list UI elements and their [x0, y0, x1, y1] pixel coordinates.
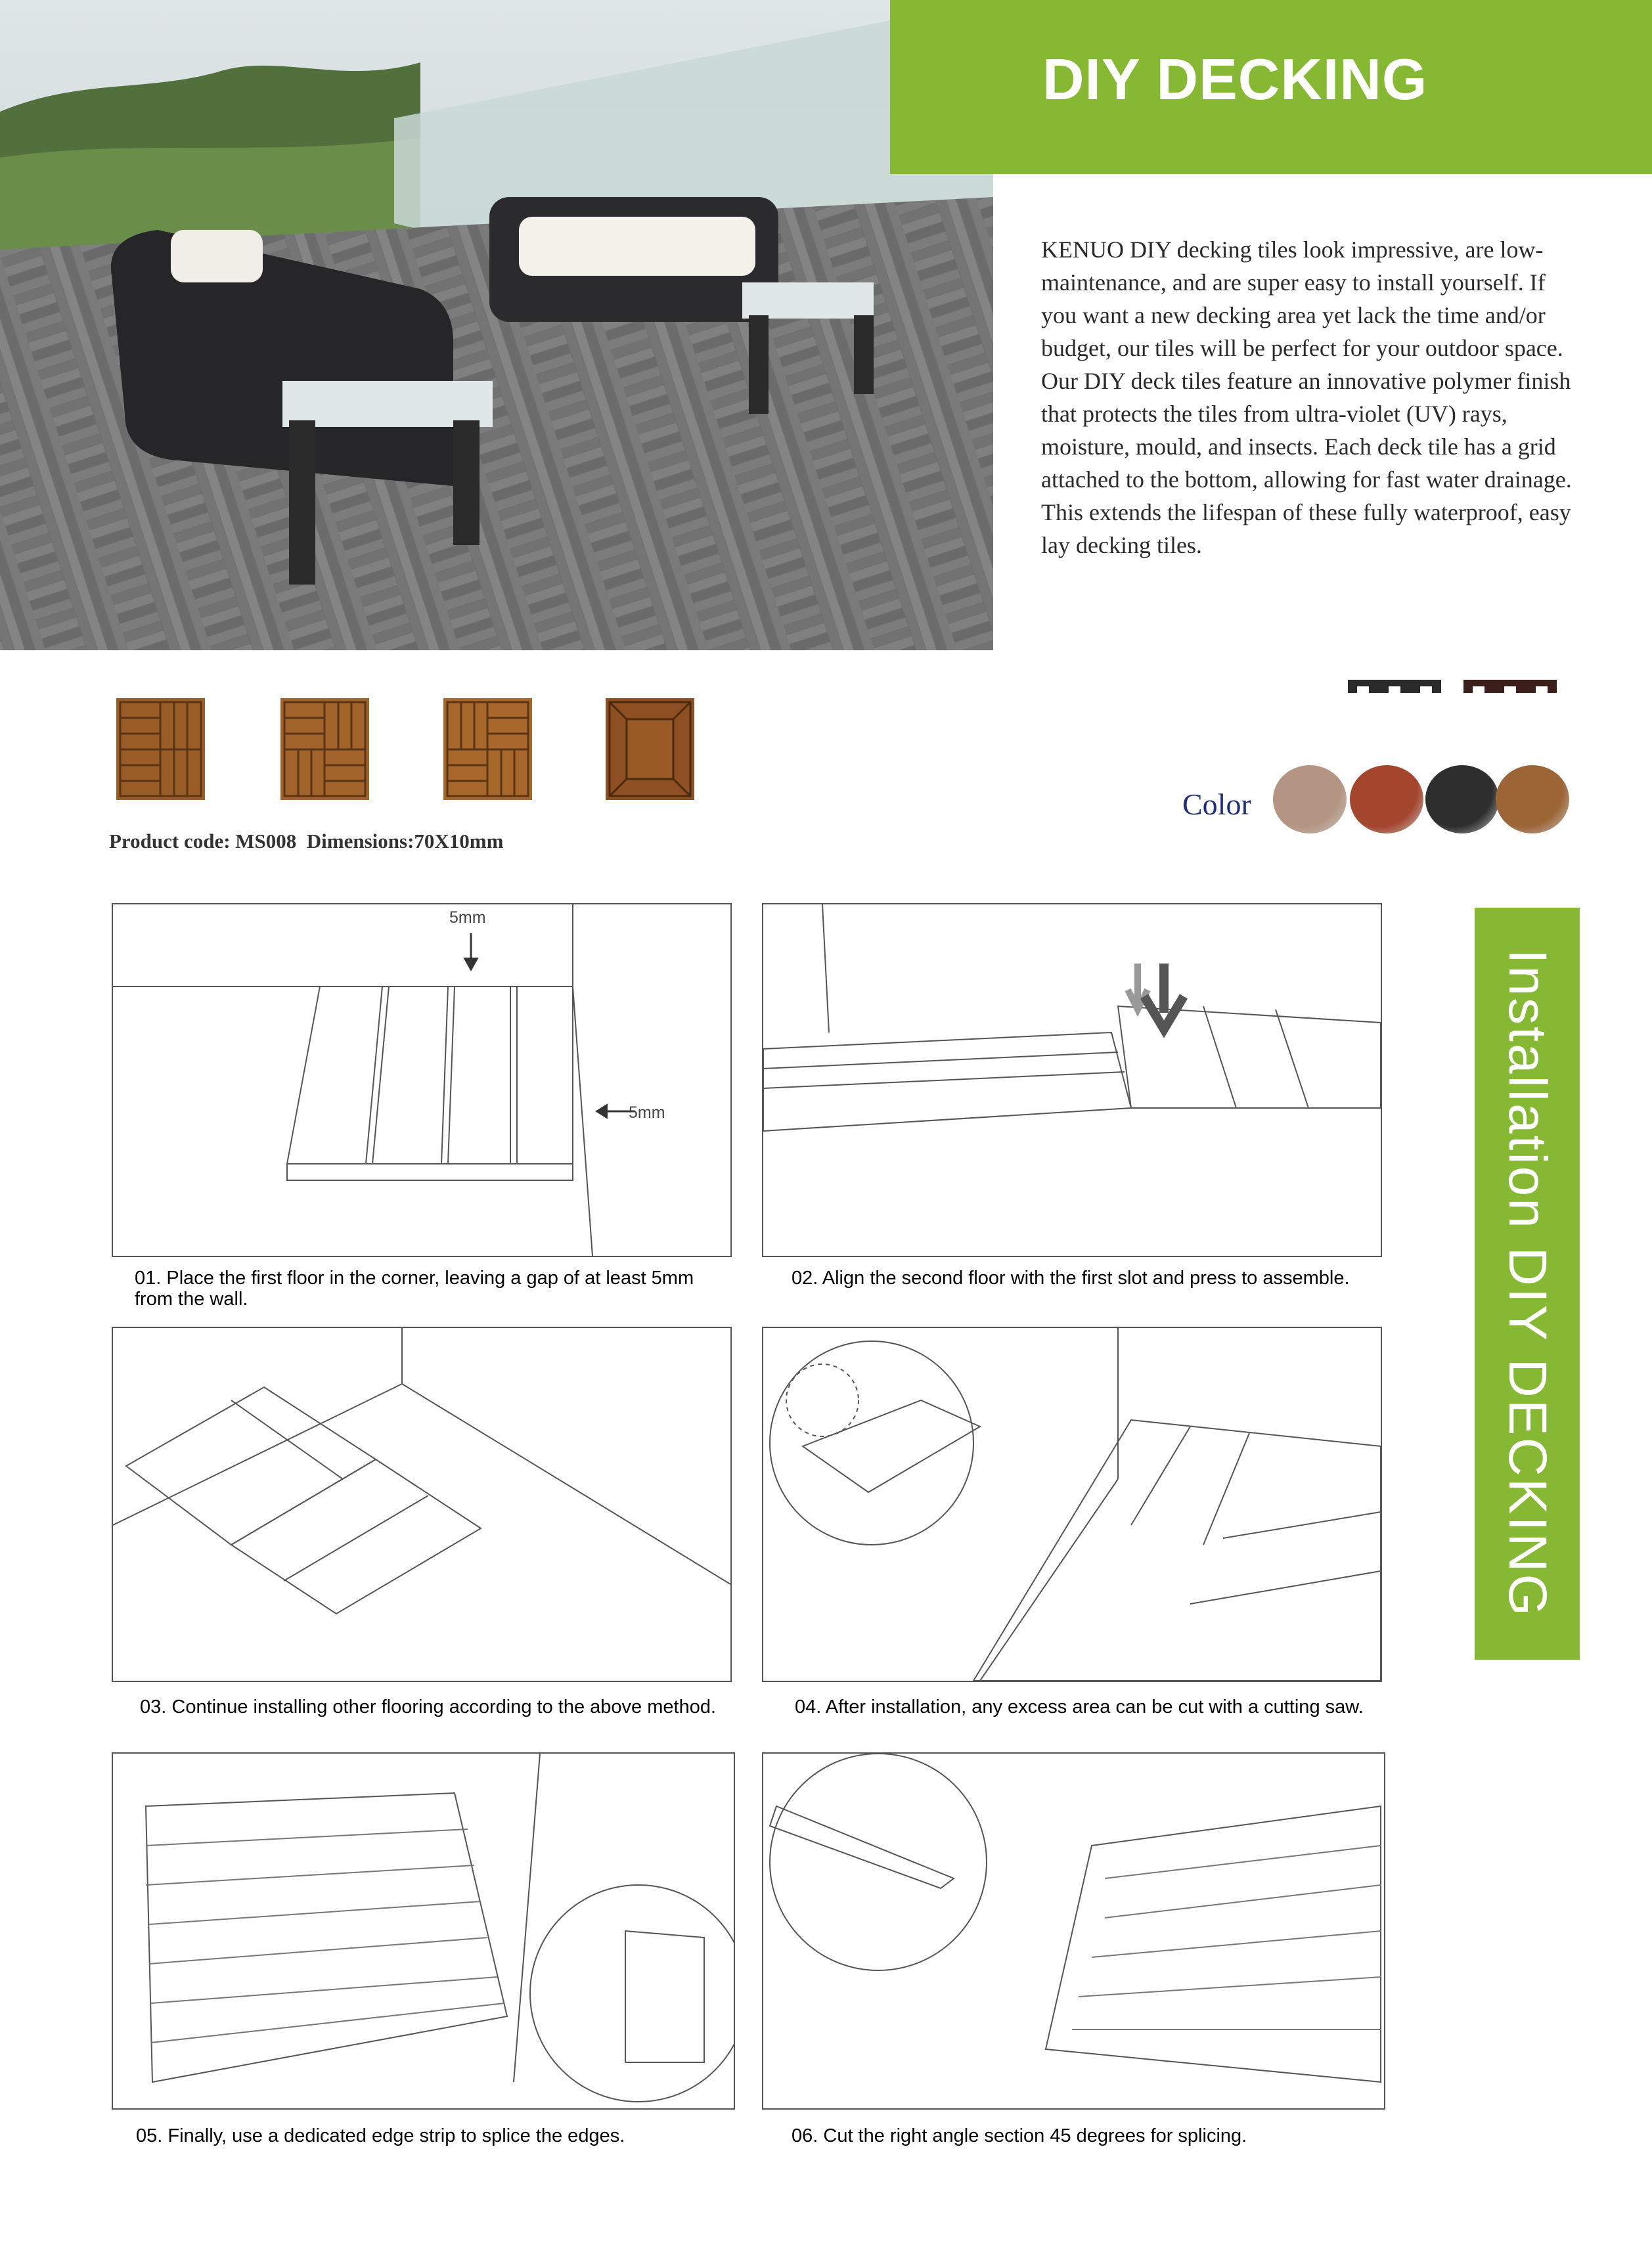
step-caption: 04. After installation, any excess area can be cut with a cutting saw.	[795, 1697, 1364, 1718]
step-illustration	[762, 1327, 1382, 1682]
tile-thumbnail	[606, 698, 694, 800]
tile-thumbnail	[116, 698, 205, 800]
gap-label: 5mm	[629, 1103, 665, 1122]
tile-thumbnail	[443, 698, 532, 800]
step-caption: 05. Finally, use a dedicated edge strip to splice the edges.	[136, 2125, 625, 2146]
intro-paragraph: Our DIY deck tiles feature an innovative polymer finish that protects the tiles from ultra-violet (UV) rays, moisture, mould, and insects. Each deck tile has a grid attached to the bottom, allowing for fast water drainage. This extends the lifespan of these fully waterproof, easy lay decking tiles.	[1041, 368, 1572, 558]
gap-label: 5mm	[449, 908, 486, 927]
hero-photo	[0, 0, 993, 650]
step-caption: 03. Continue installing other flooring according to the above method.	[140, 1697, 717, 1718]
step-caption: 06. Cut the right angle section 45 degrees for splicing.	[792, 2125, 1247, 2146]
color-swatch[interactable]	[1425, 765, 1499, 833]
tile-thumbnail	[280, 698, 369, 800]
page-title: DIY DECKING	[1042, 47, 1428, 112]
color-label: Color	[1182, 787, 1251, 821]
side-banner-text: Installation DIY DECKING	[1498, 948, 1557, 1618]
side-banner	[1475, 908, 1580, 1660]
tile-profile-graphic	[1463, 680, 1557, 693]
step-caption: 01. Place the first floor in the corner, leaving a gap of at least 5mm from the wall.	[135, 1268, 694, 1310]
tile-profile-graphic	[1348, 680, 1441, 693]
step-illustration	[762, 1752, 1385, 2110]
product-code: Product code: MS008 Dimensions:70X10mm	[109, 830, 504, 853]
intro-paragraph: KENUO DIY decking tiles look impressive, are low-maintenance, and are super easy to install yourself. If you want a new decking area yet lack the time and/or budget, our tiles will be perfect for your outdoor space.	[1041, 236, 1563, 361]
step-illustration	[112, 1327, 732, 1682]
step-illustration	[112, 903, 732, 1257]
color-swatch[interactable]	[1350, 765, 1423, 833]
step-illustration	[112, 1752, 735, 2110]
color-swatch[interactable]	[1273, 765, 1347, 833]
intro-text	[1041, 233, 1580, 562]
color-swatch[interactable]	[1496, 765, 1569, 833]
step-illustration	[762, 903, 1382, 1257]
title-banner	[890, 0, 1652, 174]
step-caption: 02. Align the second floor with the first slot and press to assemble.	[792, 1268, 1350, 1289]
